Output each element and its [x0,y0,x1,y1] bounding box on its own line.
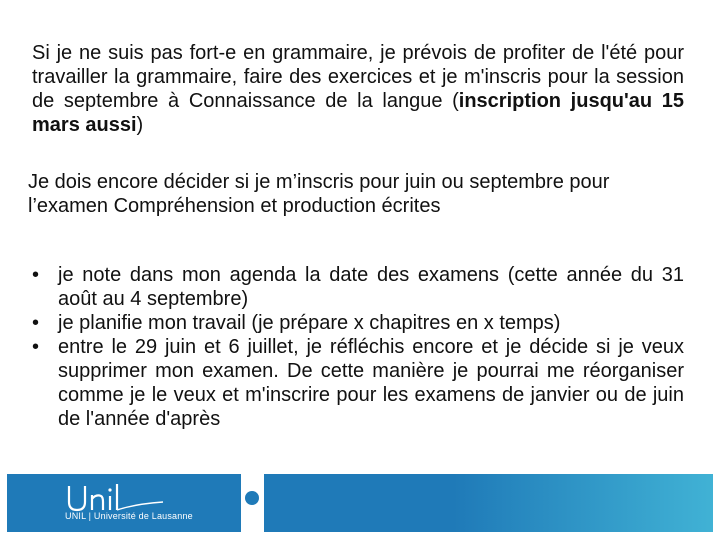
bullet-marker: • [32,312,40,334]
bullet-marker: • [32,336,40,358]
list-item-text: je planifie mon travail (je prépare x chapitres en x temps) [58,312,561,334]
list-item-text: je note dans mon agenda la date des examens (cette année du 31 août au 4 septembre) [58,264,684,310]
list-item-text: entre le 29 juin et 6 juillet, je réfléchis encore et je décide si je veux supprimer mon examen. De cette manière je pourrai me réorganiser comme je le veux et m'inscrire pour les examens de janvier ou de juin de l'année d'après [58,336,684,430]
registration-deadline-bold: inscription jusqu'au 15 mars aussi [32,90,685,136]
paragraph-registration-end: ) [136,114,144,136]
footer-dot [245,491,259,505]
bullet-marker: • [32,264,40,286]
paragraph-registration [32,41,684,137]
list-item [28,311,684,335]
footer-banner [7,474,713,540]
bullet-list [28,263,684,431]
paragraph-decision: Je dois encore décider si je m’inscris pour juin ou septembre pour l’examen Compréhension et production écrites [28,171,610,217]
university-subtitle: UNIL | Université de Lausanne [65,511,193,521]
list-item [28,263,684,311]
paragraph-registration-text: Si je ne suis pas fort-e en grammaire, je prévois de profiter de l'été pour travailler la grammaire, faire des exercices et je m'inscris pour la session de septembre à Connaissance de la langue ( [32,42,684,112]
footer-gradient [453,474,713,532]
list-item [28,335,684,431]
